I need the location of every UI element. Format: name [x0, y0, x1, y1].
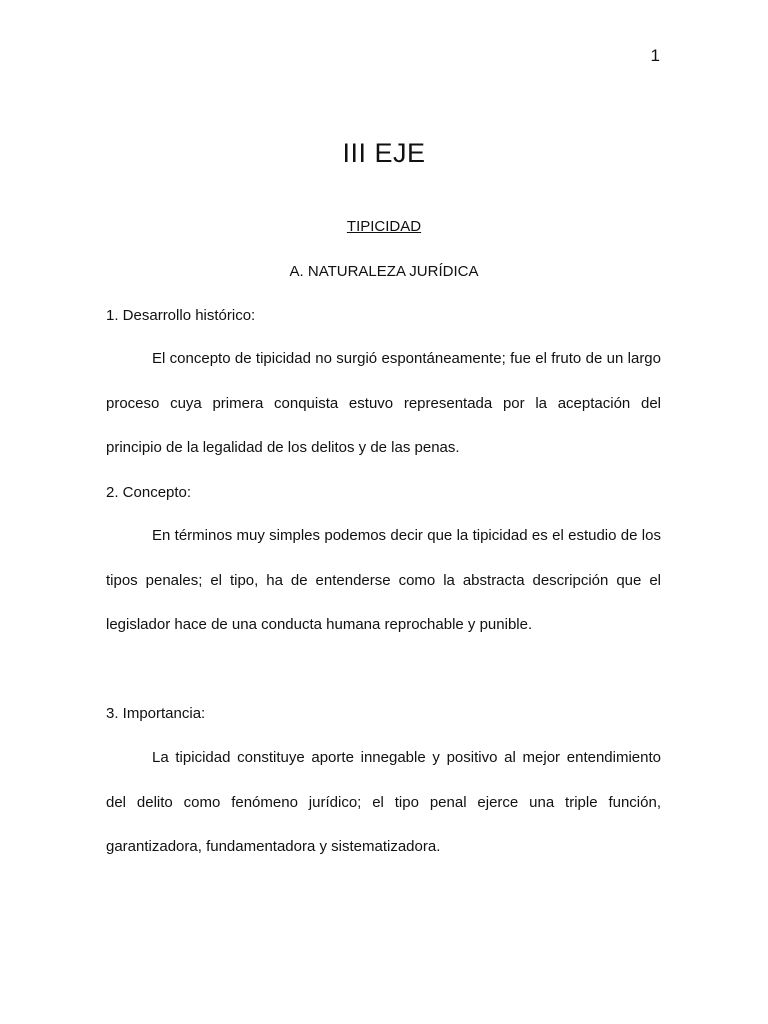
document-subtitle: TIPICIDAD: [346, 218, 422, 235]
page-number: 1: [650, 46, 660, 65]
section-heading: A. NATURALEZA JURÍDICA: [289, 263, 479, 280]
section-1-body: El concepto de tipicidad no surgió espontáneamente; fue el fruto de un largo proceso cuya primera conquista estuvo representada por la aceptación del principio de la legalidad de los delitos y de las penas.: [106, 350, 661, 456]
section-3-body: La tipicidad constituye aporte innegable y positivo al mejor entendimiento del delito como fenómeno jurídico; el tipo penal ejerce una triple función, garantizadora, fundamentadora y sistematizadora.: [106, 749, 661, 855]
document-title: III EJE: [342, 138, 426, 168]
section-2-heading: 2. Concepto:: [106, 484, 192, 501]
section-1-heading: 1. Desarrollo histórico:: [106, 307, 256, 324]
section-2-body: En términos muy simples podemos decir que la tipicidad es el estudio de los tipos penales; el tipo, ha de entenderse como la abstracta descripción que el legislador hace de una conducta humana reprochable y punible.: [106, 527, 661, 633]
section-3-heading: 3. Importancia:: [106, 705, 206, 722]
